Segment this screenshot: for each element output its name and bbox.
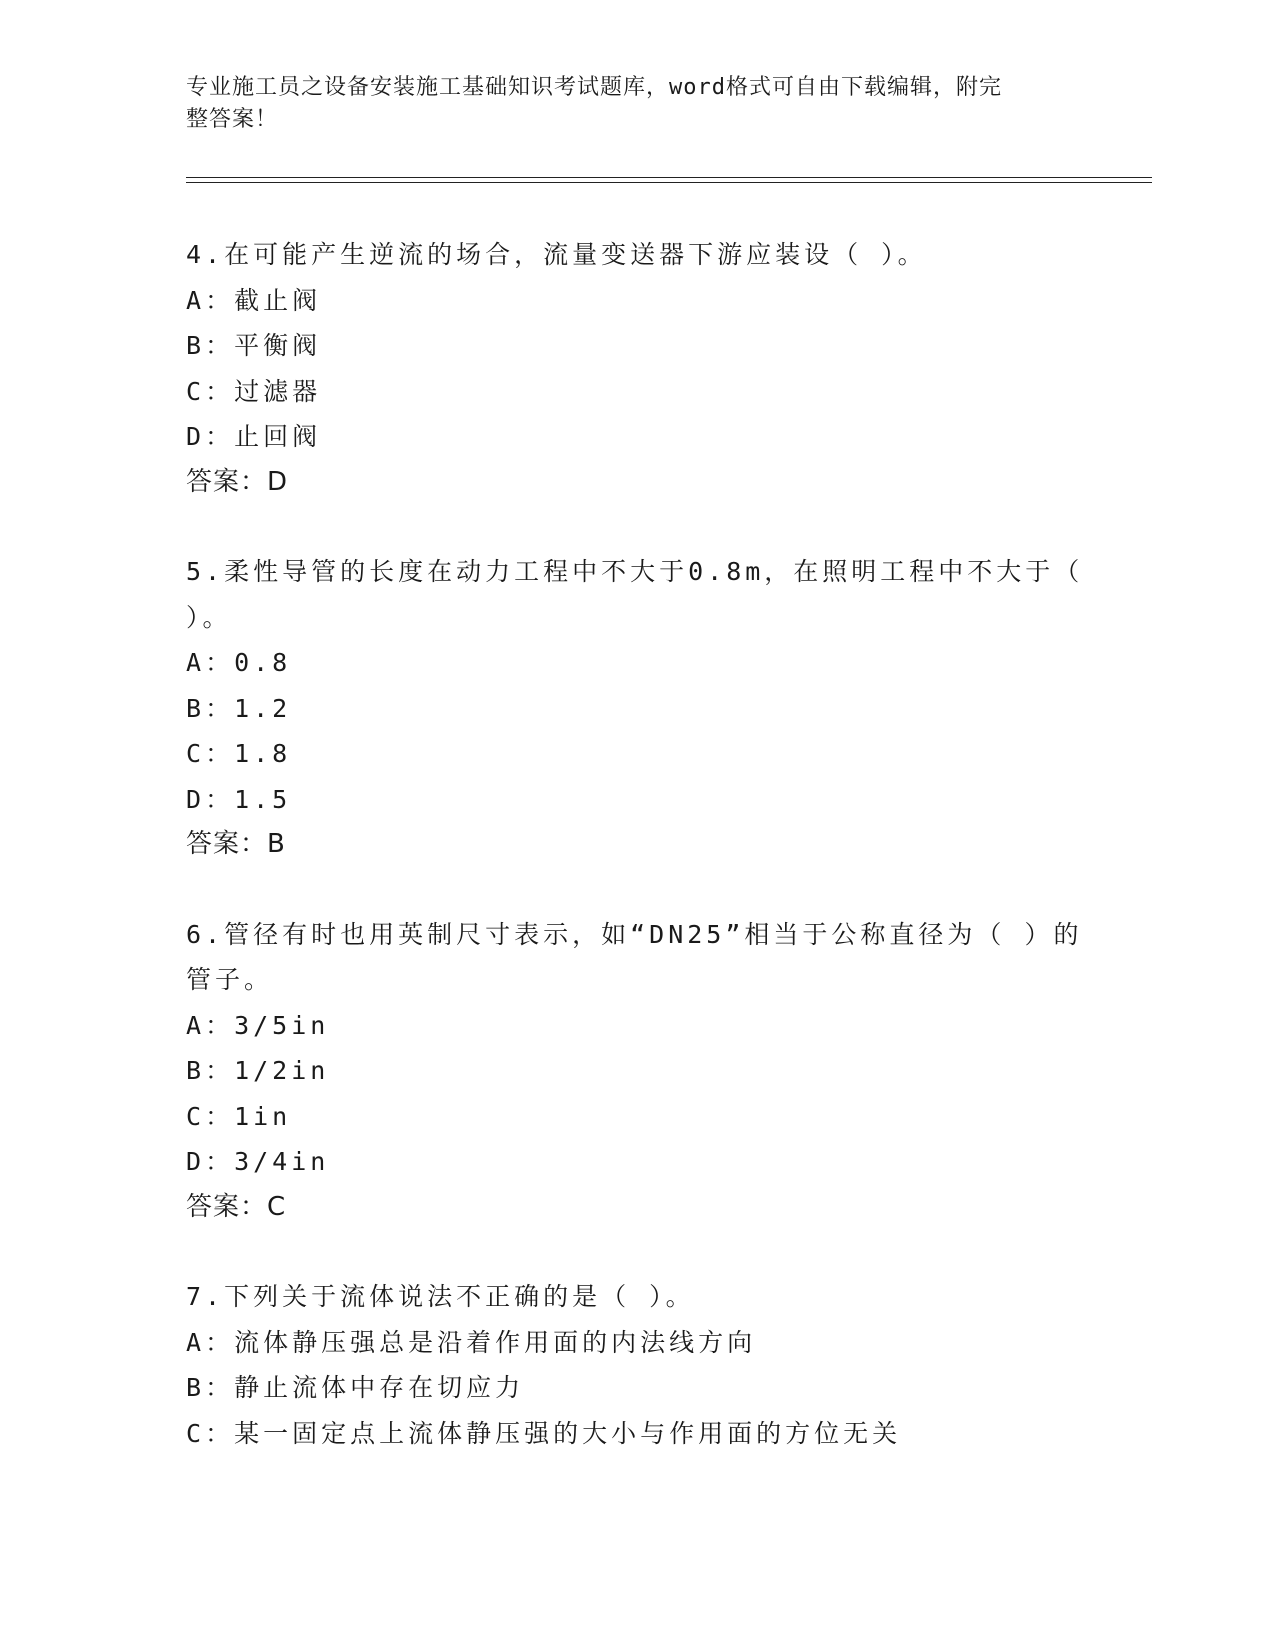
option-letter: A: [186, 648, 206, 677]
option-text: 3/4in: [234, 1147, 330, 1176]
option-text: 过滤器: [234, 376, 322, 406]
option-text: 某一固定点上流体静压强的大小与作用面的方位无关: [234, 1418, 902, 1448]
option-letter: B: [186, 331, 206, 360]
option-text: 截止阀: [234, 285, 322, 315]
header-divider-bottom: [186, 182, 1152, 183]
option-letter: C: [186, 739, 206, 768]
option-letter: D: [186, 784, 206, 814]
option-b: [186, 1048, 1086, 1094]
option-letter: B: [186, 1373, 206, 1402]
question-item: [186, 912, 1086, 1231]
option-text: 静止流体中存在切应力: [234, 1373, 525, 1402]
option-text: 1.8: [234, 739, 292, 768]
option-text: 1.5: [234, 784, 292, 814]
option-separator: ：: [205, 1147, 235, 1176]
question-stem: 5.柔性导管的长度在动力工程中不大于0.8m，在照明工程中不大于（ ）。: [186, 557, 1084, 632]
option-c: [186, 1094, 1086, 1140]
option-separator: ：: [205, 331, 235, 360]
option-separator: ：: [205, 285, 235, 315]
question-stem: 6.管径有时也用英制尺寸表示，如“DN25”相当于公称直径为（ ）的管子。: [186, 919, 1083, 994]
option-c: [186, 1411, 1086, 1457]
option-letter: B: [186, 1056, 206, 1085]
option-d: [186, 414, 1086, 460]
answer-value: C: [267, 1191, 287, 1222]
option-a: [186, 640, 1086, 686]
option-a: [186, 1003, 1086, 1049]
option-letter: A: [186, 1327, 206, 1357]
option-text: 止回阀: [234, 422, 322, 451]
header-divider-top: [186, 177, 1152, 178]
option-letter: A: [186, 285, 206, 315]
option-separator: ：: [205, 422, 235, 451]
question-stem: 7.下列关于流体说法不正确的是（ ）。: [186, 1282, 695, 1311]
answer-label: 答案：: [186, 466, 268, 497]
option-separator: ：: [205, 1418, 235, 1448]
option-separator: ：: [205, 1010, 235, 1040]
question-item: [186, 232, 1086, 505]
option-b: [186, 686, 1086, 732]
answer-label: 答案：: [186, 829, 268, 859]
question-list: [186, 232, 1086, 1500]
option-b: [186, 1365, 1086, 1411]
option-text: 1/2in: [234, 1056, 330, 1085]
option-text: 3/5in: [234, 1010, 330, 1040]
answer-line: [186, 460, 1086, 506]
option-d: [186, 777, 1086, 823]
option-separator: ：: [205, 739, 235, 768]
option-letter: D: [186, 422, 206, 451]
header-line-1: 专业施工员之设备安装施工基础知识考试题库，word格式可自由下载编辑，附完: [186, 75, 1002, 100]
option-letter: B: [186, 693, 206, 723]
question-stem: 4.在可能产生逆流的场合，流量变送器下游应装设（ ）。: [186, 240, 927, 269]
option-separator: ：: [205, 1327, 235, 1357]
option-separator: ：: [205, 648, 235, 677]
option-text: 1.2: [234, 693, 292, 723]
answer-label: 答案：: [186, 1191, 268, 1222]
option-text: 1in: [234, 1101, 292, 1131]
option-letter: D: [186, 1147, 206, 1176]
option-separator: ：: [205, 1101, 235, 1131]
answer-line: [186, 822, 1086, 868]
option-letter: A: [186, 1010, 206, 1040]
option-separator: ：: [205, 693, 235, 723]
option-a: [186, 278, 1086, 324]
question-item: [186, 549, 1086, 868]
option-text: 0.8: [234, 648, 292, 677]
answer-value: B: [267, 829, 286, 859]
option-c: [186, 731, 1086, 777]
option-text: 平衡阀: [234, 331, 322, 360]
header-line-2: 整答案！: [186, 107, 279, 132]
option-b: [186, 323, 1086, 369]
option-separator: ：: [205, 784, 235, 814]
option-separator: ：: [205, 1373, 235, 1402]
question-item: [186, 1274, 1086, 1456]
option-c: [186, 369, 1086, 415]
option-separator: ：: [205, 1056, 235, 1085]
option-d: [186, 1139, 1086, 1185]
answer-value: D: [267, 466, 289, 497]
option-letter: C: [186, 376, 206, 406]
option-text: 流体静压强总是沿着作用面的内法线方向: [234, 1327, 757, 1357]
document-header: [186, 72, 1066, 136]
option-a: [186, 1320, 1086, 1366]
option-letter: C: [186, 1101, 206, 1131]
option-separator: ：: [205, 376, 235, 406]
answer-line: [186, 1185, 1086, 1231]
option-letter: C: [186, 1418, 206, 1448]
